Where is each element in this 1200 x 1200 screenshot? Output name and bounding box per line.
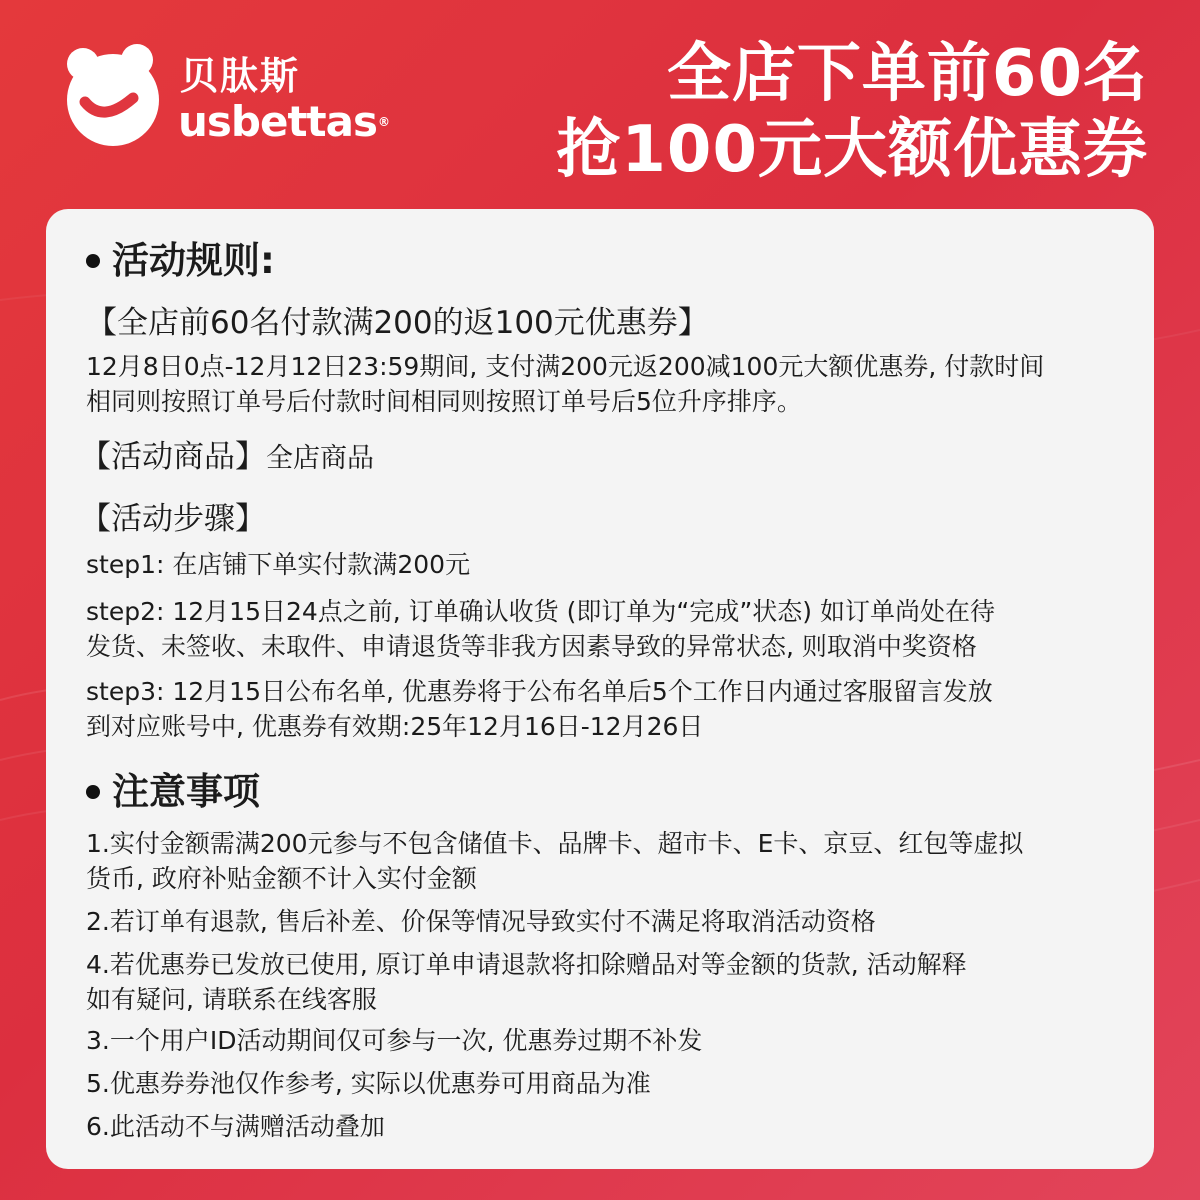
bullet-dot-icon bbox=[86, 254, 100, 268]
step-3-line-2: 到对应账号中, 优惠券有效期:25年12月16日-12月26日 bbox=[86, 712, 704, 741]
rules-title-text: 活动规则: bbox=[112, 239, 275, 282]
rules-card bbox=[46, 209, 1154, 1169]
note-3: 3.一个用户ID活动期间仅可参与一次, 优惠券过期不补发 bbox=[86, 1026, 703, 1055]
registered-mark: ® bbox=[377, 115, 389, 129]
bear-head-icon bbox=[55, 40, 165, 150]
note-2: 2.若订单有退款, 售后补差、价保等情况导致实付不满足将取消活动资格 bbox=[86, 907, 876, 936]
steps-label: 【活动步骤】 bbox=[80, 501, 266, 537]
brand-name-cn: 贝肽斯 bbox=[180, 54, 301, 98]
brand-name-en bbox=[178, 96, 389, 148]
rules-section-title bbox=[86, 235, 1114, 287]
headline-line-2: 抢100元大额优惠券 bbox=[556, 113, 1148, 187]
note-1-line-1: 1.实付金额需满200元参与不包含储值卡、品牌卡、超市卡、E卡、京豆、红包等虚拟 bbox=[86, 829, 1024, 858]
offer-desc-line-2: 相同则按照订单号后付款时间相同则按照订单号后5位升序排序。 bbox=[86, 387, 802, 416]
step-1: step1: 在店铺下单实付款满200元 bbox=[86, 550, 471, 579]
note-4-line-2: 如有疑问, 请联系在线客服 bbox=[86, 985, 377, 1014]
brand-logo bbox=[55, 40, 389, 155]
notes-title-text: 注意事项 bbox=[112, 770, 260, 813]
offer-desc-line-1: 12月8日0点-12月12日23:59期间, 支付满200元返200减100元大额优惠券, 付款时间 bbox=[86, 352, 1045, 381]
note-1-line-2: 货币, 政府补贴金额不计入实付金额 bbox=[86, 864, 477, 893]
note-4-line-1: 4.若优惠券已发放已使用, 原订单申请退款将扣除赠品对等金额的货款, 活动解释 bbox=[86, 950, 967, 979]
offer-title: 【全店前60名付款满200的返100元优惠券】 bbox=[86, 305, 709, 341]
step-2-line-2: 发货、未签收、未取件、申请退货等非我方因素导致的异常状态, 则取消中奖资格 bbox=[86, 632, 977, 661]
step-2-line-1: step2: 12月15日24点之前, 订单确认收货 (即订单为“完成”状态) 如订单尚处在待 bbox=[86, 597, 995, 626]
goods-label: 【活动商品】 bbox=[80, 439, 266, 475]
bullet-dot-icon bbox=[86, 785, 100, 799]
note-6: 6.此活动不与满赠活动叠加 bbox=[86, 1112, 385, 1141]
goods-value: 全店商品 bbox=[266, 443, 374, 474]
promo-headline bbox=[556, 36, 1148, 188]
step-3-line-1: step3: 12月15日公布名单, 优惠券将于公布名单后5个工作日内通过客服留言发放 bbox=[86, 677, 993, 706]
goods-row bbox=[80, 435, 1114, 481]
headline-line-1: 全店下单前60名 bbox=[666, 37, 1148, 111]
note-5: 5.优惠券券池仅作参考, 实际以优惠券可用商品为准 bbox=[86, 1069, 651, 1098]
notes-section-title bbox=[86, 766, 1114, 818]
brand-name-en-text: usbettas bbox=[178, 97, 377, 146]
